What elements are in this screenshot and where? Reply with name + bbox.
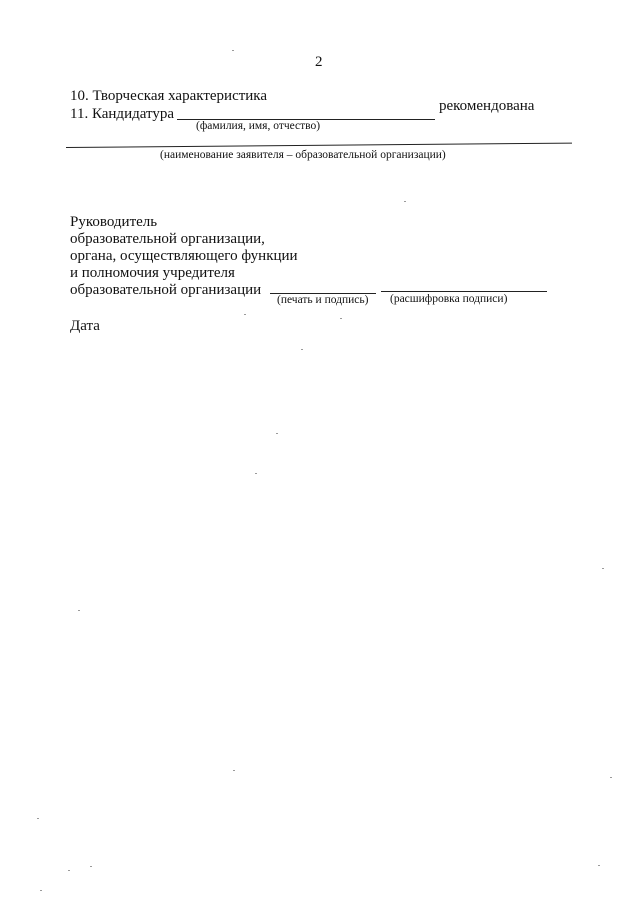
scan-speck	[340, 318, 342, 319]
scan-speck	[602, 568, 604, 569]
scan-speck	[276, 433, 278, 434]
item-11-candidacy-label: 11. Кандидатура	[70, 106, 175, 122]
scan-speck	[68, 870, 70, 871]
scan-speck	[90, 866, 92, 867]
scan-speck	[598, 865, 600, 866]
scan-speck	[78, 610, 80, 611]
applicant-name-blank	[66, 143, 572, 148]
scan-speck	[244, 314, 246, 315]
signature-decode-blank	[381, 291, 547, 292]
recommended-label: рекомендована	[439, 98, 535, 114]
seal-signature-caption: (печать и подпись)	[277, 294, 369, 306]
scan-speck	[255, 473, 257, 474]
scan-speck	[404, 201, 406, 202]
date-label: Дата	[70, 318, 100, 334]
scan-speck	[37, 818, 39, 819]
scan-speck	[40, 890, 42, 891]
candidate-name-caption: (фамилия, имя, отчество)	[196, 120, 321, 132]
scan-speck	[301, 349, 303, 350]
scan-speck	[610, 777, 612, 778]
page-number: 2	[315, 54, 323, 70]
head-line-2: образовательной организации,	[70, 231, 265, 247]
scan-speck	[233, 770, 235, 771]
head-line-4: и полномочия учредителя	[70, 265, 235, 281]
item-10-creative-characteristic: 10. Творческая характеристика	[70, 88, 268, 104]
signature-decode-caption: (расшифровка подписи)	[390, 293, 508, 305]
head-line-1: Руководитель	[70, 214, 158, 230]
head-line-5: образовательной организации	[70, 282, 262, 298]
head-line-3: органа, осуществляющего функции	[70, 248, 298, 264]
applicant-caption: (наименование заявителя – образовательной организации)	[160, 149, 446, 161]
scan-speck	[232, 50, 234, 51]
